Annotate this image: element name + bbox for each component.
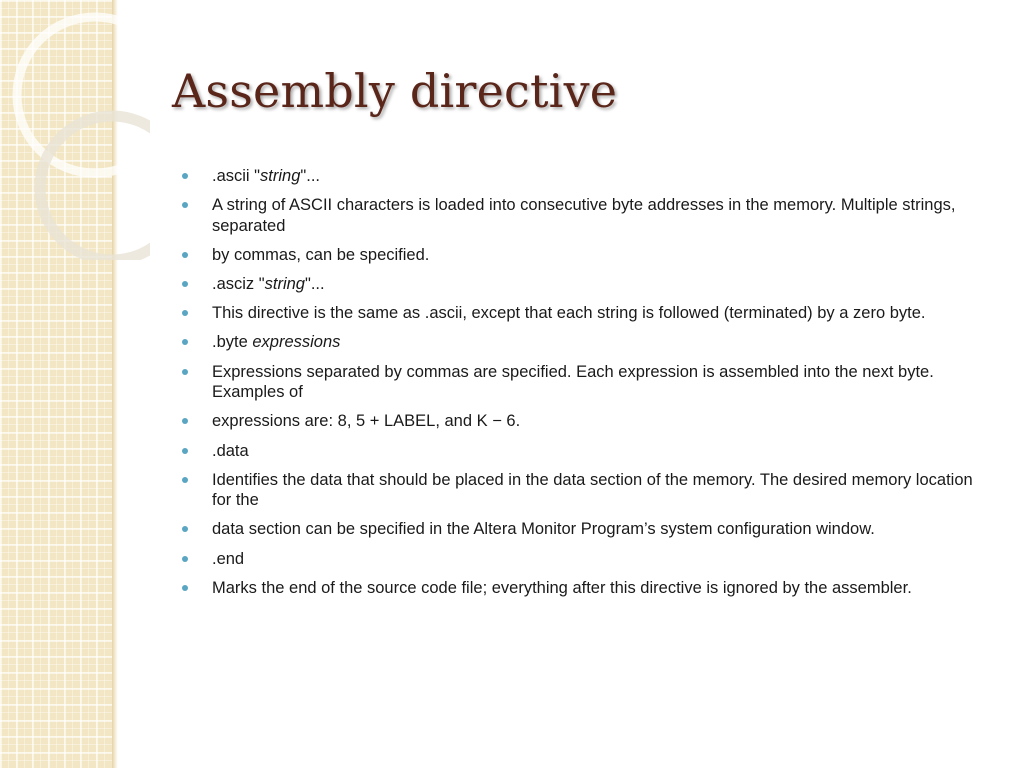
bullet-text: Identifies the data that should be placed in the data section of the memory. The desired memory location for the [212, 470, 973, 510]
bullet-text: .end [212, 549, 245, 568]
bullet-icon [182, 310, 188, 316]
bullet-text: by commas, can be specified. [212, 245, 430, 264]
bullet-item [180, 549, 975, 570]
bullet-item [180, 578, 975, 599]
bullet-item [180, 519, 975, 540]
bullet-item [180, 166, 975, 187]
bullet-text: This directive is the same as .ascii, except that each string is followed (terminated) by a zero byte. [212, 304, 926, 323]
ring-large [17, 17, 150, 173]
bullet-italic-text: string [260, 167, 301, 185]
bullet-icon [182, 173, 188, 179]
bullet-text: .data [212, 441, 249, 460]
bullet-item [180, 303, 975, 324]
ring-small [40, 116, 150, 260]
bullet-item [180, 245, 975, 266]
bullet-text: "... [304, 275, 325, 294]
bullet-italic-text: expressions [252, 333, 341, 352]
bullet-list [180, 166, 975, 607]
bullet-icon [182, 585, 188, 591]
bullet-item [180, 470, 975, 511]
bullet-icon [182, 369, 188, 375]
bullet-icon [182, 202, 188, 208]
bullet-item [180, 441, 975, 462]
bullet-item [180, 195, 975, 236]
slide-title: Assembly directive [172, 64, 618, 118]
bullet-icon [182, 418, 188, 424]
bullet-text: data section can be specified in the Altera Monitor Program’s system configuration window. [212, 520, 875, 539]
bullet-text: .byte [212, 333, 253, 352]
bullet-item [180, 332, 975, 353]
bullet-icon [182, 281, 188, 287]
bullet-text: .asciz " [212, 275, 265, 294]
bullet-icon [182, 252, 188, 258]
bullet-italic-text: string [264, 275, 305, 294]
bullet-icon [182, 448, 188, 454]
bullet-text: expressions are: 8, 5 + LABEL, and K − 6. [212, 412, 521, 431]
bullet-icon [182, 339, 188, 345]
bullet-item [180, 362, 975, 403]
bullet-item [180, 411, 975, 432]
bullet-text: Marks the end of the source code file; everything after this directive is ignored by the assembler. [212, 578, 912, 597]
bullet-item [180, 274, 975, 295]
bullet-icon [182, 556, 188, 562]
bullet-text: A string of ASCII characters is loaded into consecutive byte addresses in the memory. Multiple strings, separated [212, 196, 956, 235]
bullet-text: Expressions separated by commas are specified. Each expression is assembled into the next byte. Examples of [212, 362, 934, 402]
bullet-text: .ascii " [212, 167, 261, 185]
bullet-icon [182, 526, 188, 532]
decorative-rings [0, 0, 150, 260]
bullet-icon [182, 477, 188, 483]
bullet-text: "... [300, 167, 321, 185]
